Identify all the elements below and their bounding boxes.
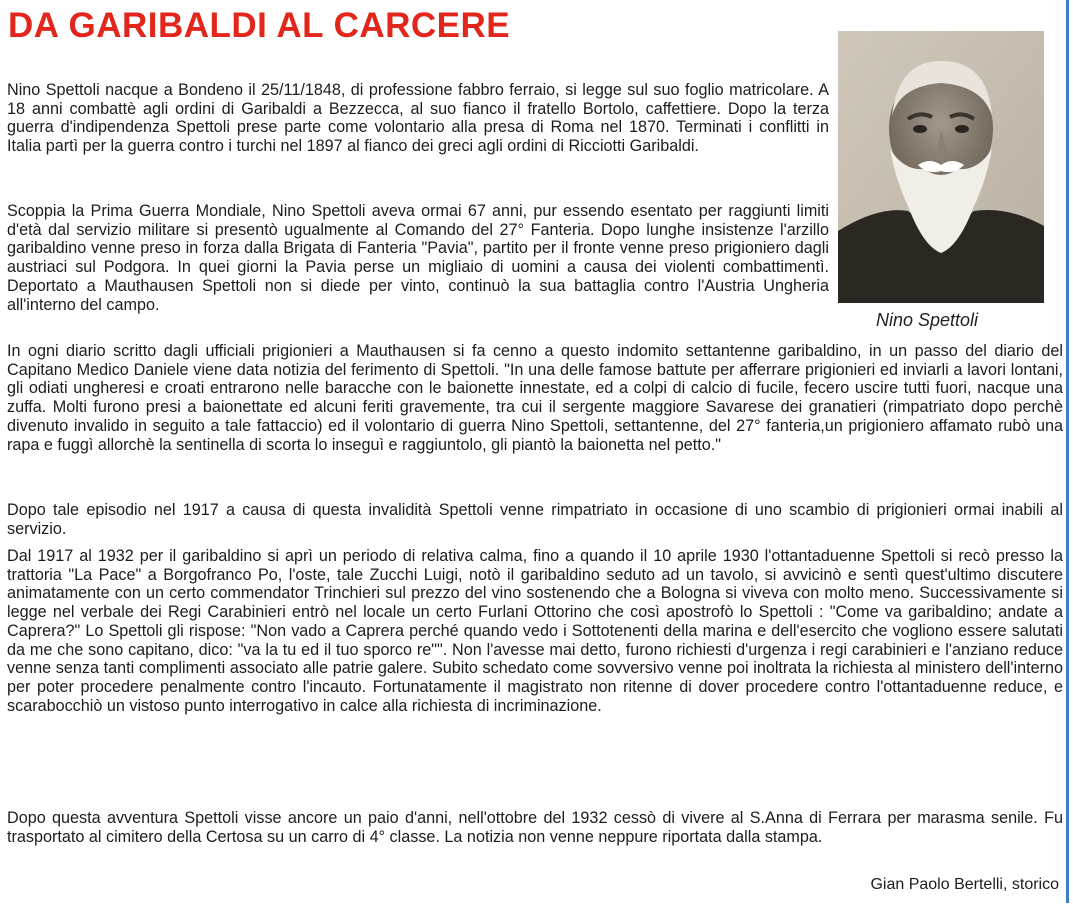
paragraph-1: Nino Spettoli nacque a Bondeno il 25/11/1848, di professione fabbro ferraio, si legge sul suo foglio matricolare. A 18 anni combattè agli ordini di Garibaldi a Bezzecca, al suo fianco il fratello Bortolo, caffettiere. Dopo la terza guerra d'indipendenza Spettoli prese parte come volontario alla presa di Roma nel 1870. Terminati i conflitti in Italia partì per la guerra contro i turchi nel 1897 al fianco dei greci agli ordini di Ricciotti Garibaldi. (7, 81, 829, 156)
author-signature: Gian Paolo Bertelli, storico (870, 876, 1059, 893)
paragraph-3: In ogni diario scritto dagli ufficiali prigionieri a Mauthausen si fa cenno a questo indomito settantenne garibaldino, in un passo del diario del Capitano Medico Daniele viene data notizia del ferimento di Spettoli. "In una delle famose battute per afferrare prigionieri ed inviarli a lavori lontani, gli odiati ungheresi e croati entrarono nelle baracche con le baionette innestate, ed a colpi di calcio di fucile, fecero uscire tutti fuori, nacque una zuffa. Molti furono presi a baionettate ed alcuni feriti gravemente, tra cui il sergente maggiore Savarese dei granatieri (rimpatriato dopo perchè divenuto invalido in seguito a tale fattaccio) ed il volontario di guerra Nino Spettoli, settantenne, del 27° fanteria,un prigioniero affamato rubò una rapa e fuggì allorchè la sentinella di scorta lo inseguì e raggiuntolo, gli piantò la baionetta nel petto." (7, 342, 1063, 454)
article-title: DA GARIBALDI AL CARCERE (8, 6, 511, 45)
portrait-photo (838, 31, 1044, 303)
paragraph-2: Scoppia la Prima Guerra Mondiale, Nino Spettoli aveva ormai 67 anni, pur essendo esentato per raggiunti limiti d'età dal servizio militare si presentò ugualmente al Comando del 27° Fanteria. Dopo lunghe insistenze l'arzillo garibaldino venne preso in forza dalla Brigata di Fanteria "Pavia", partito per il fronte venne preso prigioniero dagli austriaci sul Podgora. In quei giorni la Pavia perse un migliaio di uomini a causa dei violenti combattimentì. Deportato a Mauthausen Spettoli non si diede per vinto, continuò la sua battaglia contro l'Austria Ungheria all'interno del campo. (7, 202, 829, 314)
paragraph-6: Dopo questa avventura Spettoli visse ancore un paio d'anni, nell'ottobre del 1932 cessò di vivere al S.Anna di Ferrara per marasma senile. Fu trasportato al cimitero della Certosa su un carro di 4° classe. La notizia non venne neppure riportata dalla stampa. (7, 809, 1063, 846)
paragraph-4: Dopo tale episodio nel 1917 a causa di questa invalidità Spettoli venne rimpatriato in occasione di uno scambio di prigionieri ormai inabili al servizio. (7, 501, 1063, 538)
photo-caption: Nino Spettoli (876, 310, 979, 330)
paragraph-5: Dal 1917 al 1932 per il garibaldino si aprì un periodo di relativa calma, fino a quando il 10 aprile 1930 l'ottantaduenne Spettoli si recò presso la trattoria "La Pace" a Borgofranco Po, l'oste, tale Zucchi Luigi, notò il garibaldino seduto ad un tavolo, si avvicinò e sentì quest'ultimo discutere animatamente con un certo commendator Trinchieri sul prezzo del vino sostenendo che a Bologna si viveva con molto meno. Successivamente si legge nel verbale dei Regi Carabinieri entrò nel locale un certo Furlani Ottorino che così apostrofò lo Spettoli : "Come va garibaldino; andate a Caprera?" Lo Spettoli gli rispose: "Non vado a Caprera perché quando vedo i Sottotenenti della marina e dell'esercito che vogliono essere salutati da me che sono capitano, dico: "va la tu ed il tuo sporco re"". Non l'avesse mai detto, furono richiesti d'urgenza i regi carabinieri e l'anziano reduce venne senza tanti complimenti associato alle patrie galere. Subito schedato come sovversivo venne poi inoltrata la richiesta al ministero dell'interno per poter procedere penalmente contro l'incauto. Fortunatamente il magistrato non ritenne di dover procedere contro l'ottantaduenne reduce, e scarabocchiò un vistoso punto interrogativo in calce alla richiesta di incriminazione. (7, 547, 1063, 715)
